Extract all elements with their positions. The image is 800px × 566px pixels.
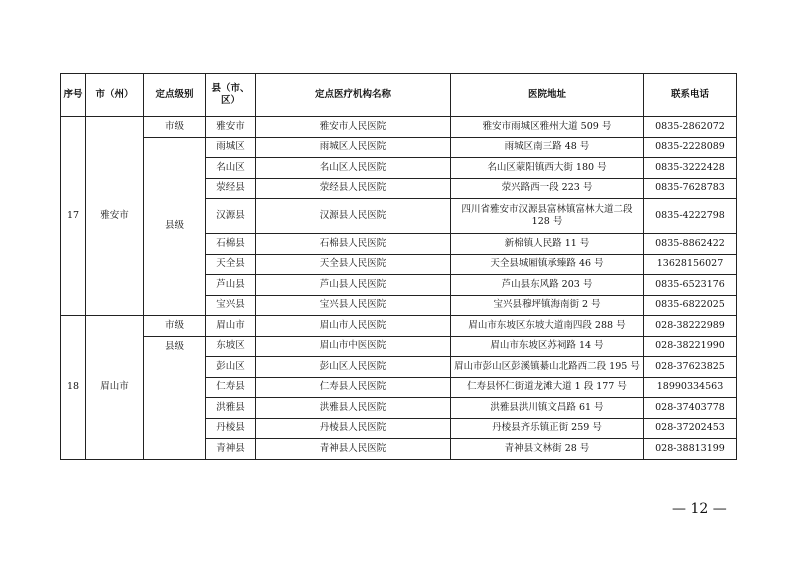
hospital-name-cell: 青神县人民医院	[256, 439, 451, 460]
address-cell: 眉山市东坡区东坡大道南四段 288 号	[451, 316, 644, 337]
county-cell: 东坡区	[206, 336, 256, 357]
level-cell: 市级	[144, 316, 206, 337]
phone-cell: 028-38222989	[644, 316, 737, 337]
phone-cell: 028-38813199	[644, 439, 737, 460]
phone-cell: 028-37623825	[644, 357, 737, 378]
header-name: 定点医疗机构名称	[256, 74, 451, 117]
phone-cell: 0835-4222798	[644, 199, 737, 234]
phone-cell: 028-38221990	[644, 336, 737, 357]
phone-cell: 0835-3222428	[644, 158, 737, 179]
hospital-name-cell: 彭山区人民医院	[256, 357, 451, 378]
header-city: 市（州）	[86, 74, 144, 117]
level-cell: 市级	[144, 117, 206, 138]
city-cell: 眉山市	[86, 316, 144, 460]
seq-cell: 17	[61, 117, 86, 316]
phone-cell: 0835-2862072	[644, 117, 737, 138]
phone-cell: 0835-7628783	[644, 178, 737, 199]
page-number: — 12 —	[672, 501, 727, 517]
hospital-table	[60, 73, 737, 460]
address-cell: 雨城区南三路 48 号	[451, 137, 644, 158]
level-cell: 县级	[144, 336, 206, 459]
address-cell: 青神县文林街 28 号	[451, 439, 644, 460]
phone-cell: 0835-6822025	[644, 295, 737, 316]
county-cell: 名山区	[206, 158, 256, 179]
address-cell: 洪雅县洪川镇文昌路 61 号	[451, 398, 644, 419]
hospital-name-cell: 仁寿县人民医院	[256, 377, 451, 398]
address-cell: 新棉镇人民路 11 号	[451, 234, 644, 255]
hospital-name-cell: 名山区人民医院	[256, 158, 451, 179]
hospital-name-cell: 汉源县人民医院	[256, 199, 451, 234]
hospital-name-cell: 丹棱县人民医院	[256, 418, 451, 439]
county-cell: 青神县	[206, 439, 256, 460]
table-row	[61, 336, 737, 357]
level-cell: 县级	[144, 137, 206, 316]
seq-cell: 18	[61, 316, 86, 460]
county-cell: 仁寿县	[206, 377, 256, 398]
header-seq: 序号	[61, 74, 86, 117]
county-cell: 芦山县	[206, 275, 256, 296]
address-cell: 眉山市东坡区苏祠路 14 号	[451, 336, 644, 357]
hospital-name-cell: 石棉县人民医院	[256, 234, 451, 255]
hospital-name-cell: 洪雅县人民医院	[256, 398, 451, 419]
phone-cell: 0835-6523176	[644, 275, 737, 296]
hospital-name-cell: 眉山市中医医院	[256, 336, 451, 357]
table-row	[61, 316, 737, 337]
address-cell: 芦山县东风路 203 号	[451, 275, 644, 296]
phone-cell: 18990334563	[644, 377, 737, 398]
address-cell: 仁寿县怀仁街道龙滩大道 1 段 177 号	[451, 377, 644, 398]
table-row	[61, 117, 737, 138]
address-cell: 天全县城厢镇承臻路 46 号	[451, 254, 644, 275]
phone-cell: 13628156027	[644, 254, 737, 275]
phone-cell: 0835-2228089	[644, 137, 737, 158]
county-cell: 雨城区	[206, 137, 256, 158]
header-level: 定点级别	[144, 74, 206, 117]
phone-cell: 028-37202453	[644, 418, 737, 439]
header-phone: 联系电话	[644, 74, 737, 117]
address-cell: 眉山市彭山区彭溪镇綦山北路西二段 195 号	[451, 357, 644, 378]
phone-cell: 0835-8862422	[644, 234, 737, 255]
header-address: 医院地址	[451, 74, 644, 117]
address-cell: 宝兴县穆坪镇海南街 2 号	[451, 295, 644, 316]
hospital-name-cell: 眉山市人民医院	[256, 316, 451, 337]
hospital-name-cell: 雨城区人民医院	[256, 137, 451, 158]
hospital-name-cell: 宝兴县人民医院	[256, 295, 451, 316]
address-cell: 四川省雅安市汉源县富林镇富林大道二段 128 号	[451, 199, 644, 234]
hospital-name-cell: 雅安市人民医院	[256, 117, 451, 138]
county-cell: 丹棱县	[206, 418, 256, 439]
county-cell: 汉源县	[206, 199, 256, 234]
address-cell: 名山区蒙阳镇西大街 180 号	[451, 158, 644, 179]
county-cell: 洪雅县	[206, 398, 256, 419]
address-cell: 荥兴路西一段 223 号	[451, 178, 644, 199]
city-cell: 雅安市	[86, 117, 144, 316]
phone-cell: 028-37403778	[644, 398, 737, 419]
header-county: 县（市、区）	[206, 74, 256, 117]
header-row	[61, 74, 737, 117]
address-cell: 丹棱县齐乐镇正街 259 号	[451, 418, 644, 439]
county-cell: 天全县	[206, 254, 256, 275]
county-cell: 雅安市	[206, 117, 256, 138]
address-cell: 雅安市雨城区雅州大道 509 号	[451, 117, 644, 138]
hospital-name-cell: 芦山县人民医院	[256, 275, 451, 296]
county-cell: 彭山区	[206, 357, 256, 378]
county-cell: 眉山市	[206, 316, 256, 337]
table-row	[61, 137, 737, 158]
hospital-name-cell: 天全县人民医院	[256, 254, 451, 275]
county-cell: 荥经县	[206, 178, 256, 199]
county-cell: 宝兴县	[206, 295, 256, 316]
county-cell: 石棉县	[206, 234, 256, 255]
hospital-name-cell: 荥经县人民医院	[256, 178, 451, 199]
